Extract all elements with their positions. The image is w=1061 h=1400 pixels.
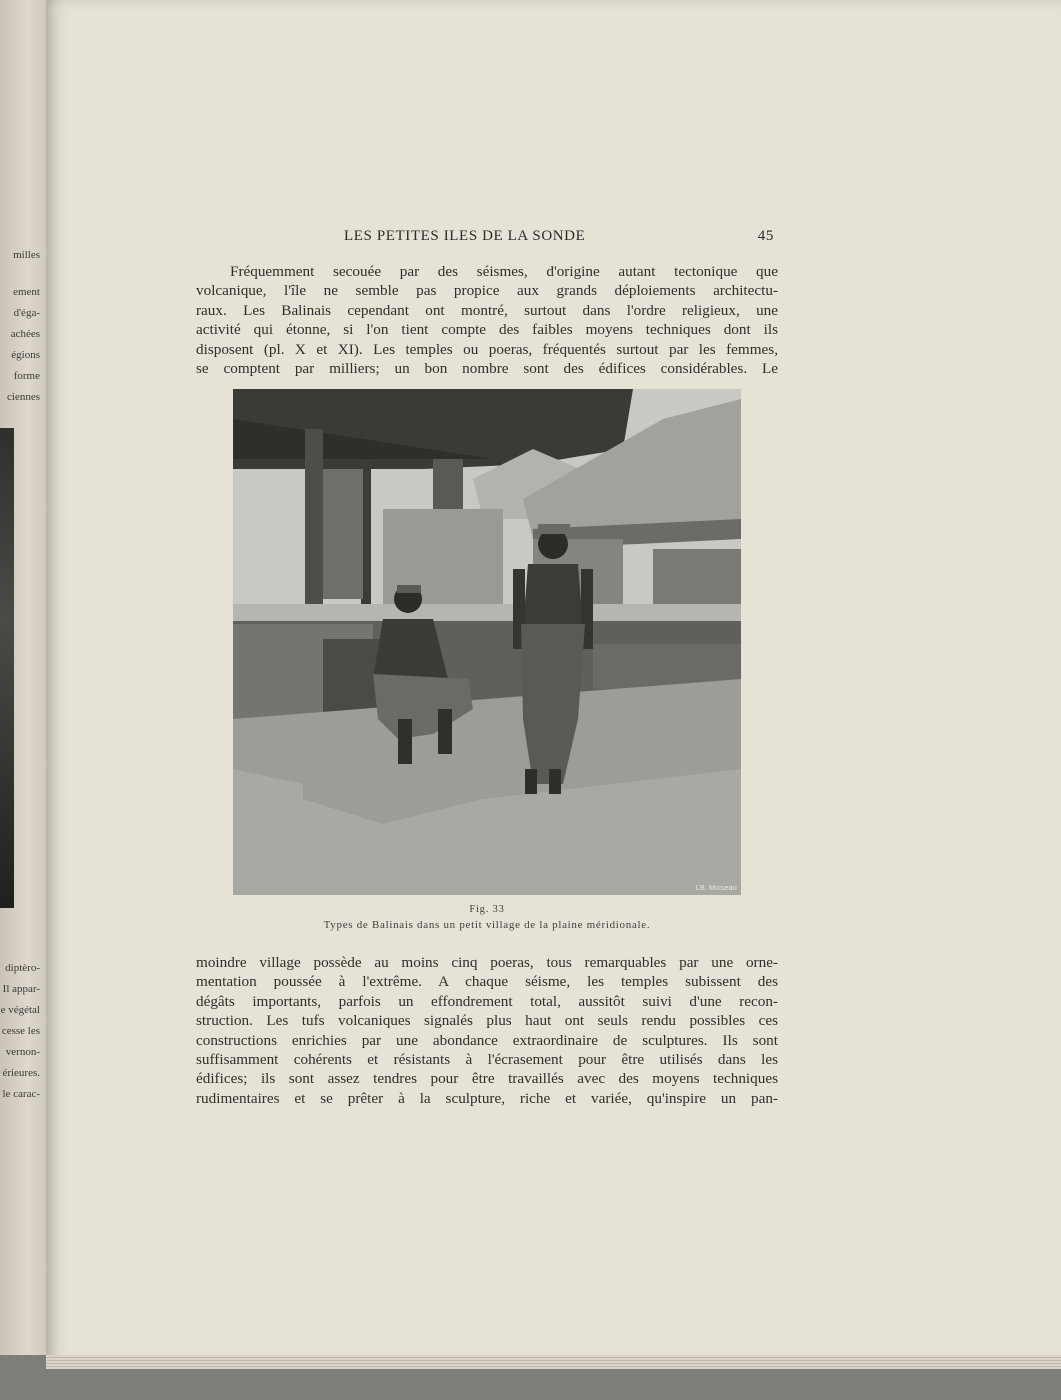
figure-photograph <box>233 389 741 895</box>
left-fragment: érieures. <box>2 1067 40 1079</box>
left-fragment: d'éga- <box>13 307 40 319</box>
left-fragment: e végétal <box>0 1004 40 1016</box>
left-fragment: égions <box>11 349 40 361</box>
page-block-edge <box>46 1355 1061 1369</box>
text-line: rudimentaires et se prêter à la sculpture, riche et variée, qu'inspire un pan- <box>196 1089 778 1107</box>
running-head <box>344 228 774 245</box>
text-line: se comptent par milliers; un bon nombre sont des édifices considérables. Le <box>196 359 778 377</box>
left-fragment: diptèro- <box>5 962 40 974</box>
left-fragment: milles <box>13 249 40 261</box>
text-line: édifices; ils sont assez tendres pour être travaillés avec des moyens techniques <box>196 1070 778 1088</box>
photo-credit: LB. Moiseau <box>695 885 737 892</box>
photo-illustration <box>233 389 741 895</box>
text-line: volcanique, l'île ne semble pas propice aux grands déploiements architectu- <box>196 282 778 300</box>
figure-caption: Types de Balinais dans un petit village de la plaine méridionale. <box>323 919 651 931</box>
figure-label: Fig. 33 <box>469 904 505 915</box>
left-fragment: ement <box>13 286 40 298</box>
text-line: disposent (pl. X et XI). Les temples ou poeras, fréquentés surtout par les femmes, <box>196 340 778 358</box>
left-page-top-fragments <box>0 245 40 408</box>
text-line: dégâts importants, parfois un effondrement total, aussitôt suivi d'une recon- <box>196 992 778 1010</box>
left-page-bottom-fragments <box>0 958 40 1105</box>
left-page <box>0 0 46 1355</box>
left-fragment: le carac- <box>2 1088 40 1100</box>
text-line: constructions enrichies par une abondance extraordinaire de sculptures. Ils sont <box>196 1031 778 1049</box>
left-page-photo-edge <box>0 428 14 908</box>
text-line: moindre village possède au moins cinq poeras, tous remarquables par une orne- <box>196 954 778 971</box>
page-number: 45 <box>757 228 774 244</box>
body-text-top <box>196 262 778 378</box>
text-line: suffisamment cohérents et résistants à l'écrasement pour être utilisés dans les <box>196 1050 778 1068</box>
text-line: Fréquemment secouée par des séismes, d'origine autant tectonique que <box>230 263 778 280</box>
body-text-bottom <box>196 953 778 1108</box>
left-fragment: forme <box>13 370 40 382</box>
running-head-title: LES PETITES ILES DE LA SONDE <box>344 228 586 244</box>
text-line: mentation poussée à l'extrême. A chaque séisme, les temples subissent des <box>196 973 778 991</box>
text-line: activité qui étonne, si l'on tient compte des faibles moyens techniques dont ils <box>196 321 778 339</box>
text-line: struction. Les tufs volcaniques signalés plus haut ont seuls rendu possibles ces <box>196 1012 778 1030</box>
left-fragment: Il appar- <box>2 983 40 995</box>
text-line: raux. Les Balinais cependant ont montré, surtout dans l'ordre religieux, une <box>196 301 778 319</box>
left-fragment: cesse les <box>1 1025 40 1037</box>
left-fragment: ciennes <box>7 391 40 403</box>
left-fragment: vernon- <box>5 1046 40 1058</box>
left-fragment: achées <box>10 328 40 340</box>
